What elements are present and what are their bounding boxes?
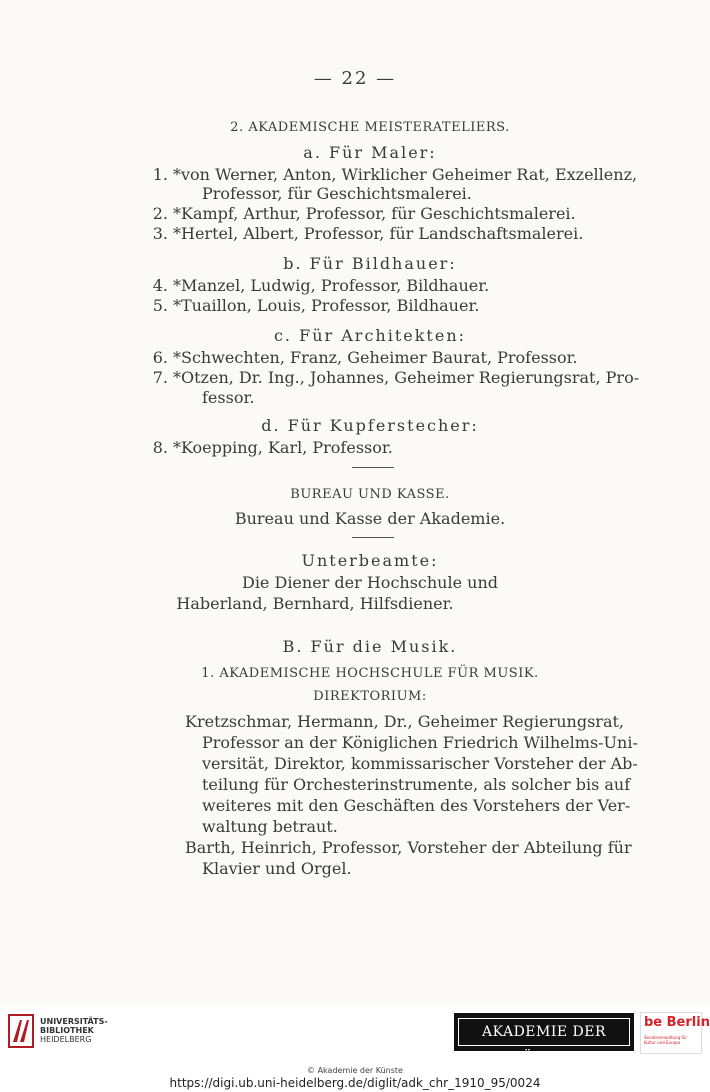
heading-maler: a. Für Maler: xyxy=(303,143,437,162)
entry-text: *Manzel, Ludwig, Professor, Bildhauer. xyxy=(173,276,490,295)
akademie-logo xyxy=(454,1013,634,1066)
barth-line: Barth, Heinrich, Professor, Vorsteher der Abteilung für xyxy=(185,838,632,857)
separator-rule xyxy=(352,537,394,538)
source-url-link[interactable]: https://digi.ub.uni-heidelberg.de/diglit/adk_chr_1910_95/0024 xyxy=(169,1076,541,1090)
kretzschmar-line: Kretzschmar, Hermann, Dr., Geheimer Regierungsrat, xyxy=(185,712,624,731)
berlin-logo-subtext: Senatsverwaltung für Kultur und Europa xyxy=(644,1035,687,1045)
entry-text-continued: Professor, für Geschichtsmalerei. xyxy=(202,184,472,203)
hochschule-title: 1. AKADEMISCHE HOCHSCHULE FÜR MUSIK. xyxy=(201,666,539,681)
entry-number: 6. xyxy=(152,348,168,367)
entry-number: 1. xyxy=(152,165,168,184)
berlin-logo-text: be Berlin xyxy=(644,1015,710,1030)
berlin-logo xyxy=(640,1012,710,1054)
entry-text-continued: fessor. xyxy=(202,388,255,407)
entry-text: *Tuaillon, Louis, Professor, Bildhauer. xyxy=(173,296,480,315)
section-title-meisterateliers: 2. AKADEMISCHE MEISTERATELIERS. xyxy=(230,120,510,135)
entry-number: 4. xyxy=(152,276,168,295)
entry-number: 3. xyxy=(152,224,168,243)
heading-kupferstecher: d. Für Kupferstecher: xyxy=(261,416,479,435)
barth-line: Klavier und Orgel. xyxy=(202,859,352,878)
library-logo-icon xyxy=(8,1014,34,1048)
bureau-title: BUREAU UND KASSE. xyxy=(290,487,450,502)
copyright-credit: © Akademie der Künste xyxy=(307,1066,403,1075)
kretzschmar-line: Professor an der Königlichen Friedrich Wilhelms-Uni- xyxy=(202,733,638,752)
heading-unterbeamte: Unterbeamte: xyxy=(301,551,439,570)
direktorium-title: DIREKTORIUM: xyxy=(313,689,427,704)
separator-rule xyxy=(352,467,394,468)
entry-number: 5. xyxy=(152,296,168,315)
kretzschmar-line: waltung betraut. xyxy=(202,817,338,836)
akademie-logo-label: AKADEMIE DER KÜNSTE xyxy=(458,1018,630,1046)
entry-text: *Hertel, Albert, Professor, für Landschaftsmalerei. xyxy=(173,224,584,243)
heading-musik: B. Für die Musik. xyxy=(282,637,458,656)
entry-text: *Kampf, Arthur, Professor, für Geschichtsmalerei. xyxy=(173,204,576,223)
entry-text: *Koepping, Karl, Professor. xyxy=(173,438,393,457)
entry-text: *Otzen, Dr. Ing., Johannes, Geheimer Regierungsrat, Pro- xyxy=(173,368,640,387)
entry-text: *Schwechten, Franz, Geheimer Baurat, Professor. xyxy=(173,348,578,367)
heading-architekten: c. Für Architekten: xyxy=(273,326,467,345)
entry-number: 8. xyxy=(152,438,168,457)
unterbeamte-line: Die Diener der Hochschule und xyxy=(241,573,499,592)
library-logo-text: UNIVERSITÄTS- BIBLIOTHEK HEIDELBERG xyxy=(40,1017,108,1044)
entry-text: *von Werner, Anton, Wirklicher Geheimer Rat, Exzellenz, xyxy=(173,165,638,184)
entry-number: 7. xyxy=(152,368,168,387)
entry-number: 2. xyxy=(152,204,168,223)
kretzschmar-line: versität, Direktor, kommissarischer Vorsteher der Ab- xyxy=(202,754,638,773)
heading-bildhauer: b. Für Bildhauer: xyxy=(283,254,457,273)
bureau-text: Bureau und Kasse der Akademie. xyxy=(234,509,506,528)
page-number: — 22 — xyxy=(313,68,397,89)
unterbeamte-line: Haberland, Bernhard, Hilfsdiener. xyxy=(176,594,454,613)
kretzschmar-line: teilung für Orchesterinstrumente, als solcher bis auf xyxy=(202,775,631,794)
kretzschmar-line: weiteres mit den Geschäften des Vorstehers der Ver- xyxy=(202,796,631,815)
